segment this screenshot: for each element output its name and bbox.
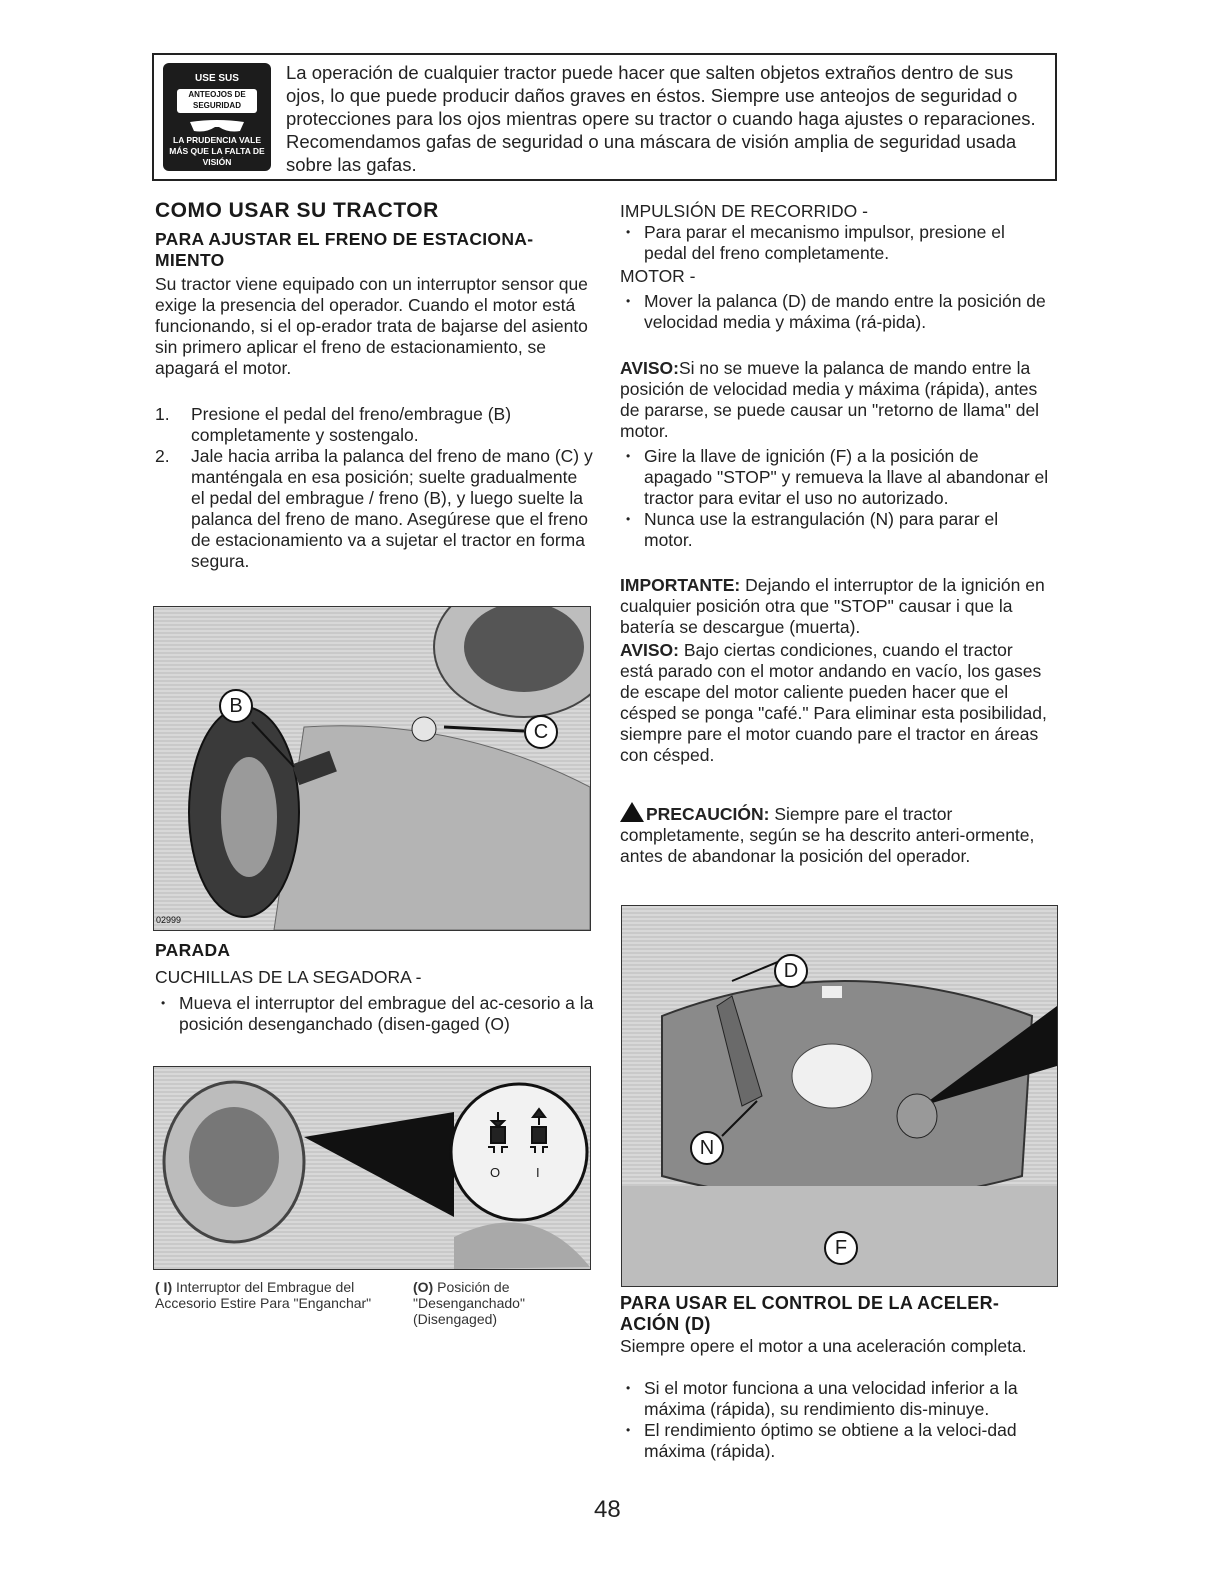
figure-code: 02999 [156,915,182,925]
caption-disengage-text: Posición de "Desenganchado" (Disengaged) [413,1279,525,1327]
engine-heading: MOTOR - [620,266,696,286]
banner-warning-text: La operación de cualquier tractor puede hacer que salten objetos extraños dentro de sus ojos, lo que puede producir daños graves en éstos. Siempre use anteojos de seguridad o protecciones para los ojos mientras opere su tractor o cuando haga ajustes o reparaciones. Recomendamos gafas de seguridad o una máscara de visión amplia de seguridad usada sobre las gafas. [286,62,1036,175]
parking-brake-intro: Su tractor viene equipado con un interruptor sensor que exige la presencia del operador. Cuando el motor está funcionando, si el op-erador trata de bajarse del asiento sin primero aplicar el freno de estacionamiento, se apagará el motor. [155,274,588,378]
throttle-heading: PARA USAR EL CONTROL DE LA ACELER-ACIÓN (D) [620,1293,1000,1334]
position-i-symbol: I [536,1165,540,1180]
position-o-symbol: O [490,1165,501,1180]
mower-blades-bullet: • Mueva el interruptor del embrague del ac-cesorio a la posición desenganchado (disen-gaged (O) [155,993,595,1035]
important-label: IMPORTANTE: [620,575,741,595]
brake-pedal-photo [153,606,591,931]
caption-disengage-mark: (O) [413,1279,434,1295]
dashboard-illustration [622,906,1057,1286]
drive-heading: IMPULSIÓN DE RECORRIDO - [620,201,868,221]
callout-f: F [824,1231,858,1265]
mower-blades-heading: CUCHILLAS DE LA SEGADORA - [155,967,422,987]
caution-label: PRECAUCIÓN: [646,804,770,824]
notice-grass [620,640,1050,766]
safety-glasses-badge [163,63,271,171]
step-number: 1. [155,404,170,424]
safety-glasses-icon [188,119,246,133]
step-1 [155,404,595,446]
stop-heading: PARADA [155,940,231,960]
important-text: Dejando el interruptor de la ignición en cualquier posición otra que "STOP" causar i que la batería se descargue (muerta). [620,575,1045,637]
drive-list [620,222,1050,264]
throttle-bullet: • Si el motor funciona a una velocidad inferior a la máxima (rápida), su rendimiento dis-minuye. [620,1378,1050,1420]
callout-n: N [690,1131,724,1165]
brake-illustration [154,607,590,930]
step-text: Jale hacia arriba la palanca del freno de mano (C) y manténgala en esa posición; suelte gradualmente el pedal del embrague / freno (B), y luego suelte la palanca del freno de mano. Asegúrese que el freno de estacionamiento va a sujetar el tractor en forma segura. [191,446,593,571]
engine-bullet: • Mover la palanca (D) de mando entre la posición de velocidad media y máxima (rá-pida). [620,291,1050,333]
caption-disengage [413,1279,588,1327]
parking-brake-heading: PARA AJUSTAR EL FRENO DE ESTACIONA-MIENTO [155,229,534,270]
step-2 [155,446,595,572]
caution-text: Siempre pare el tractor completamente, según se ha descrito anteri-ormente, antes de abandonar la posición del operador. [620,804,1035,866]
notice-label: AVISO: [620,640,679,660]
pto-switch-photo [153,1066,591,1270]
safety-warning-banner [152,53,1057,181]
badge-top-text: USE SUS [195,73,239,84]
pto-illustration [154,1067,590,1269]
caption-engage-text: Interruptor del Embrague del Accesorio Estire Para "Enganchar" [155,1279,372,1311]
notice-text: Si no se mueve la palanca de mando entre la posición de velocidad media y máxima (rápida), antes de pararse, se puede causar un "retorno de llama" del motor. [620,358,1040,441]
page-number: 48 [594,1496,621,1523]
engine-stop-list [620,446,1050,551]
caption-engage [155,1279,400,1311]
important-note [620,575,1050,638]
callout-d: D [774,954,808,988]
callout-b: B [219,689,253,723]
notice-backfire [620,358,1050,442]
caution-note [620,802,1050,867]
step-text: Presione el pedal del freno/embrague (B) completamente y sostengalo. [191,404,512,445]
step-number: 2. [155,446,170,466]
badge-mid-text: ANTEOJOS DE SEGURIDAD [177,89,257,113]
throttle-bullet: • El rendimiento óptimo se obtiene a la veloci-dad máxima (rápida). [620,1420,1050,1462]
section-title: COMO USAR SU TRACTOR [155,199,439,222]
choke-bullet: • Nunca use la estrangulación (N) para parar el motor. [620,509,1050,551]
caution-triangle-icon [620,802,644,822]
ignition-key-bullet: • Gire la llave de ignición (F) a la posición de apagado "STOP" y remueva la llave al abandonar el tractor para evitar el uso no autorizado. [620,446,1050,509]
engine-list [620,291,1050,333]
caption-engage-mark: ( I) [155,1279,173,1295]
badge-bottom-text: LA PRUDENCIA VALE MÁS QUE LA FALTA DE VISIÓN [169,135,265,167]
parking-brake-steps [155,404,595,572]
throttle-intro: Siempre opere el motor a una aceleración completa. [620,1336,1027,1356]
throttle-list [620,1378,1050,1462]
drive-bullet: • Para parar el mecanismo impulsor, presione el pedal del freno completamente. [620,222,1050,264]
notice-text: Bajo ciertas condiciones, cuando el tractor está parado con el motor andando en vacío, los gases de escape del motor caliente pueden hacer que el césped se ponga "café." Para eliminar esta posibilidad, siempre pare el motor cuando pare el tractor en áreas con césped. [620,640,1047,765]
mower-blades-list [155,993,595,1035]
notice-label: AVISO: [620,358,679,378]
dashboard-photo [621,905,1058,1287]
callout-c: C [524,715,558,749]
